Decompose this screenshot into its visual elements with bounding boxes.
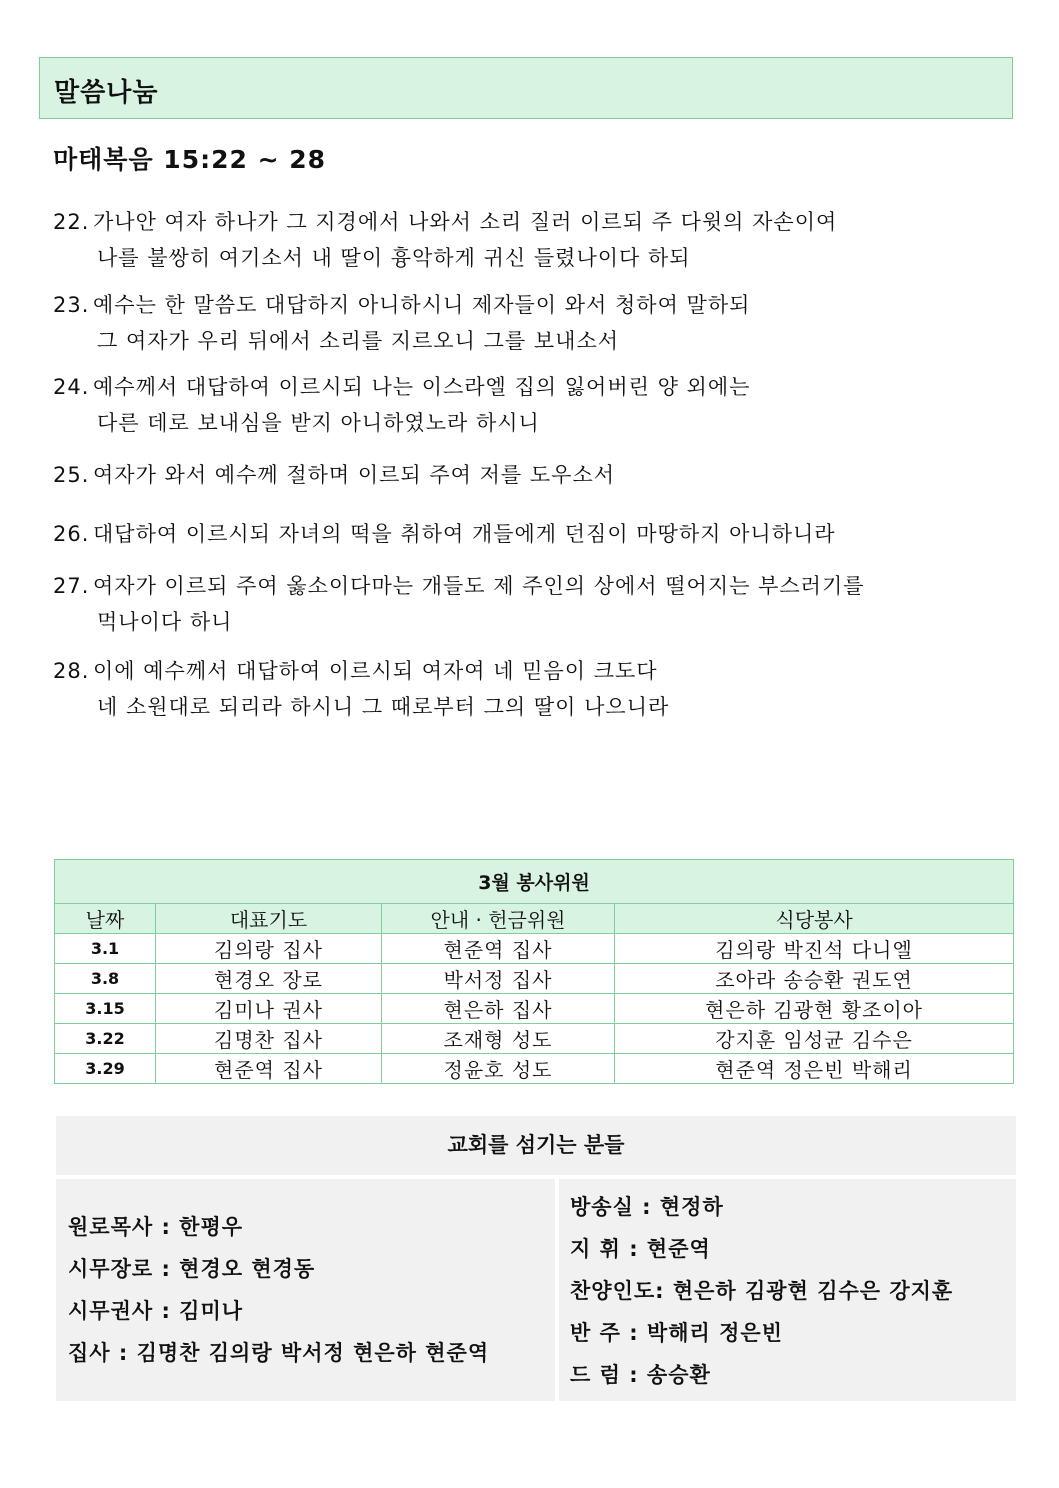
- verse-line: 그 여자가 우리 뒤에서 소리를 지르오니 그를 보내소서: [97, 329, 620, 353]
- server-entry: 시무장로 : 현경오 현경동: [68, 1257, 316, 1281]
- column-divider: [555, 1179, 559, 1401]
- verse-27: [53, 568, 865, 640]
- table-cell: 김의랑 집사: [156, 934, 382, 964]
- verse-line: 예수는 한 말씀도 대답하지 아니하시니 제자들이 와서 청하여 말하되: [93, 293, 751, 317]
- verse-line: 여자가 이르되 주여 옳소이다마는 개들도 제 주인의 상에서 떨어지는 부스러기를: [93, 574, 865, 598]
- verse-number: 22.: [53, 210, 90, 234]
- verse-26: [53, 516, 836, 552]
- verse-number: 25.: [53, 463, 90, 487]
- server-entry: 지 휘 : 현준역: [570, 1237, 711, 1261]
- server-entry: 드 럼 : 송승환: [570, 1363, 711, 1387]
- table-cell: 현준역 정은빈 박해리: [615, 1054, 1014, 1084]
- verse-line: 대답하여 이르시되 자녀의 떡을 취하여 개들에게 던짐이 마땅하지 아니하니라: [93, 522, 836, 546]
- verse-line: 예수께서 대답하여 이르시되 나는 이스라엘 집의 잃어버린 양 외에는: [93, 375, 751, 399]
- table-cell: 현준역 집사: [382, 934, 615, 964]
- verse-line: 여자가 와서 예수께 절하며 이르되 주여 저를 도우소서: [93, 463, 616, 487]
- table-cell: 조재형 성도: [382, 1024, 615, 1054]
- verse-line: 가나안 여자 하나가 그 지경에서 나와서 소리 질러 이르되 주 다윗의 자손이여: [93, 210, 838, 234]
- verse-24: [53, 369, 750, 441]
- table-cell: 조아라 송승환 권도연: [615, 964, 1014, 994]
- servers-left-column: [68, 1206, 489, 1374]
- verse-line: 네 소원대로 되리라 하시니 그 때로부터 그의 딸이 나으니라: [97, 695, 670, 719]
- table-cell: 3.8: [55, 964, 156, 994]
- table-cell: 현은하 김광현 황조이아: [615, 994, 1014, 1024]
- verse-number: 23.: [53, 293, 90, 317]
- table-row: [55, 934, 1014, 964]
- server-entry: 원로목사 : 한평우: [68, 1215, 244, 1239]
- server-entry: 찬양인도: 현은하 김광현 김수은 강지훈: [570, 1279, 954, 1303]
- table-cell: 현경오 장로: [156, 964, 382, 994]
- verse-number: 27.: [53, 574, 90, 598]
- column-header: 안내 · 헌금위원: [382, 904, 615, 934]
- verse-line: 이에 예수께서 대답하여 이르시되 여자여 네 믿음이 크도다: [93, 659, 658, 683]
- table-cell: 김미나 권사: [156, 994, 382, 1024]
- verse-number: 26.: [53, 522, 90, 546]
- section-header: [39, 57, 1013, 119]
- table-cell: 3.22: [55, 1024, 156, 1054]
- church-servers-box: [56, 1116, 1016, 1401]
- table-row: [55, 964, 1014, 994]
- table-row: [55, 1054, 1014, 1084]
- table-cell: 3.15: [55, 994, 156, 1024]
- server-entry: 방송실 : 현정하: [570, 1195, 724, 1219]
- table-row: [55, 1024, 1014, 1054]
- verse-22: [53, 204, 837, 276]
- server-entry: 반 주 : 박해리 정은빈: [570, 1321, 783, 1345]
- table-cell: 3.29: [55, 1054, 156, 1084]
- table-cell: 김의랑 박진석 다니엘: [615, 934, 1014, 964]
- verse-23: [53, 287, 750, 359]
- verse-number: 28.: [53, 659, 90, 683]
- table-cell: 현은하 집사: [382, 994, 615, 1024]
- servers-title: 교회를 섬기는 분들: [56, 1116, 1016, 1179]
- column-header: 날짜: [55, 904, 156, 934]
- section-title: 말씀나눔: [54, 78, 159, 108]
- verse-25: [53, 457, 615, 493]
- servers-right-column: [570, 1186, 953, 1396]
- verse-line: 먹나이다 하니: [97, 610, 233, 634]
- verse-28: [53, 653, 669, 725]
- server-entry: 시무권사 : 김미나: [68, 1299, 244, 1323]
- server-entry: 집사 : 김명찬 김의랑 박서정 현은하 현준역: [68, 1341, 490, 1365]
- table-cell: 김명찬 집사: [156, 1024, 382, 1054]
- verse-line: 다른 데로 보내심을 받지 아니하였노라 하시니: [97, 411, 540, 435]
- table-cell: 박서정 집사: [382, 964, 615, 994]
- table-row: [55, 994, 1014, 1024]
- table-cell: 3.1: [55, 934, 156, 964]
- table-cell: 현준역 집사: [156, 1054, 382, 1084]
- table-title: 3월 봉사위원: [55, 860, 1014, 904]
- column-header: 대표기도: [156, 904, 382, 934]
- table-cell: 정윤호 성도: [382, 1054, 615, 1084]
- table-cell: 강지훈 임성균 김수은: [615, 1024, 1014, 1054]
- passage-title: 마태복음 15:22 ~ 28: [53, 145, 327, 174]
- column-header: 식당봉사: [615, 904, 1014, 934]
- verse-number: 24.: [53, 375, 90, 399]
- duty-roster-table: [54, 859, 1014, 1084]
- verse-line: 나를 불쌍히 여기소서 내 딸이 흉악하게 귀신 들렸나이다 하되: [97, 246, 691, 270]
